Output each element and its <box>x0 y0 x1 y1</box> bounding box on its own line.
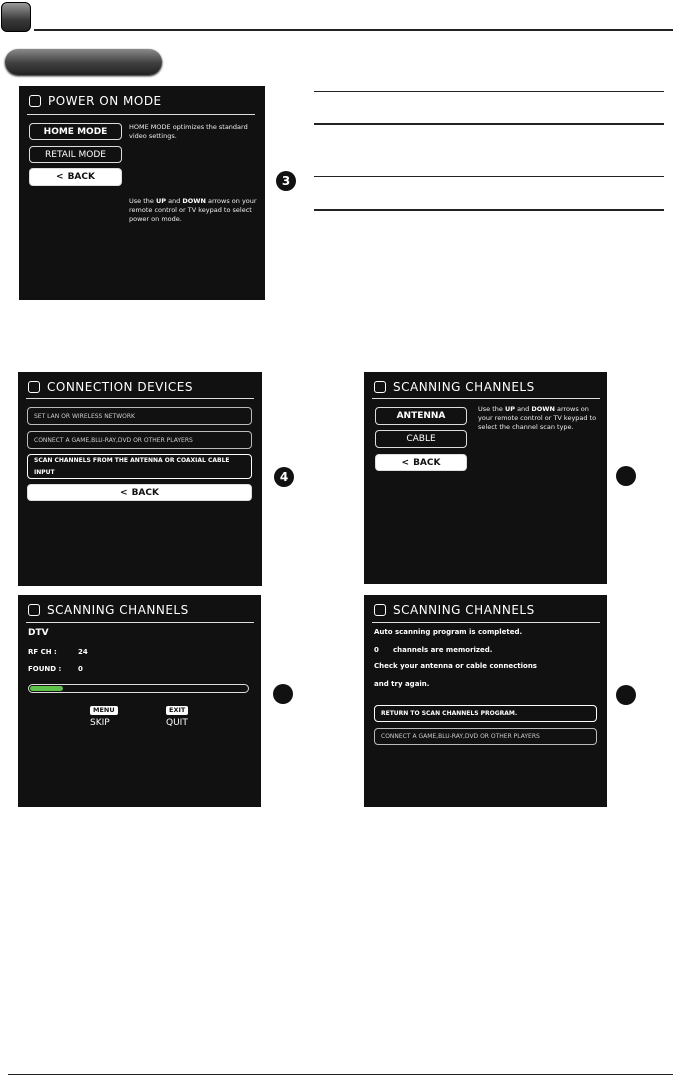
step-marker <box>273 684 293 704</box>
home-mode-description: HOME MODE optimizes the standard video settings. <box>129 123 248 140</box>
return-to-scan-button[interactable]: RETURN TO SCAN CHANNELS PROGRAM. <box>374 705 597 722</box>
back-label: BACK <box>67 172 95 182</box>
checkbox-icon <box>29 95 41 107</box>
exit-key[interactable]: EXIT <box>166 706 188 715</box>
scan-progress-panel <box>18 595 261 807</box>
checkbox-icon <box>374 604 386 616</box>
completed-message: Auto scanning program is completed. <box>374 628 523 636</box>
panel-title <box>28 603 189 617</box>
back-button[interactable] <box>27 484 252 501</box>
step-marker <box>616 466 636 486</box>
checkbox-icon <box>28 381 40 393</box>
rule-4 <box>314 209 664 211</box>
step-4-marker: 4 <box>274 467 294 487</box>
chevron-left-icon: < <box>56 172 64 182</box>
header-rule <box>34 29 673 31</box>
lan-network-option[interactable]: SET LAN OR WIRELESS NETWORK <box>27 407 252 425</box>
back-button[interactable] <box>29 168 122 186</box>
check-connections-message: Check your antenna or cable connections <box>374 662 537 670</box>
signal-mode: DTV <box>28 628 49 638</box>
step-3-marker: 3 <box>276 171 296 191</box>
panel-title-text: POWER ON MODE <box>48 94 162 108</box>
antenna-button[interactable]: ANTENNA <box>375 407 467 425</box>
rule-3 <box>314 176 664 177</box>
title-rule <box>372 622 600 623</box>
step-marker <box>616 685 636 705</box>
back-label: BACK <box>131 487 159 498</box>
home-mode-button[interactable]: HOME MODE <box>29 123 122 140</box>
header-tab-icon <box>1 2 31 32</box>
chevron-left-icon: < <box>401 457 410 468</box>
channel-count: 0 <box>374 646 379 654</box>
menu-key[interactable]: MENU <box>90 706 118 715</box>
power-on-mode-panel <box>19 86 265 300</box>
rf-channel-label: RF CH : <box>28 648 57 656</box>
retail-mode-button[interactable]: RETAIL MODE <box>29 146 122 163</box>
back-label: BACK <box>413 457 441 468</box>
progress-bar <box>28 684 249 693</box>
section-pill <box>5 49 162 75</box>
cable-button[interactable]: CABLE <box>375 430 467 448</box>
connect-game-option[interactable]: CONNECT A GAME,BLU-RAY,DVD OR OTHER PLAYERS <box>27 431 252 449</box>
panel-title-text: SCANNING CHANNELS <box>393 603 535 617</box>
found-label: FOUND : <box>28 665 62 673</box>
scan-channels-option[interactable]: SCAN CHANNELS FROM THE ANTENNA OR COAXIAL CABLE INPUT <box>27 454 252 479</box>
footer-rule <box>8 1074 673 1075</box>
panel-title <box>29 94 162 108</box>
checkbox-icon <box>374 381 386 393</box>
back-button[interactable] <box>375 454 467 471</box>
rule-2 <box>314 123 664 125</box>
try-again-message: and try again. <box>374 680 430 688</box>
scan-type-panel <box>364 372 607 584</box>
panel-title <box>28 380 193 394</box>
panel-title-text: SCANNING CHANNELS <box>393 380 535 394</box>
title-rule <box>372 398 600 399</box>
title-rule <box>27 114 255 115</box>
panel-title-text: SCANNING CHANNELS <box>47 603 189 617</box>
scan-complete-panel <box>364 595 607 807</box>
help-text: Use the UP and DOWN arrows on your remote control or TV keypad to select power on mode. <box>129 197 257 223</box>
title-rule <box>26 398 254 399</box>
help-text: Use the UP and DOWN arrows on your remote control or TV keypad to select the channel scan type. <box>478 405 597 431</box>
rf-channel-value: 24 <box>78 648 88 656</box>
quit-label: QUIT <box>166 718 188 728</box>
title-rule <box>26 622 254 623</box>
skip-label: SKIP <box>90 718 110 728</box>
memorized-message: channels are memorized. <box>393 646 493 654</box>
checkbox-icon <box>28 604 40 616</box>
panel-title <box>374 603 535 617</box>
found-value: 0 <box>78 665 83 673</box>
chevron-left-icon: < <box>120 487 128 498</box>
connection-devices-panel <box>18 372 262 586</box>
rule-1 <box>314 91 664 92</box>
progress-fill <box>30 686 63 691</box>
connect-game-button[interactable]: CONNECT A GAME,BLU-RAY,DVD OR OTHER PLAYERS <box>374 728 597 745</box>
panel-title <box>374 380 535 394</box>
panel-title-text: CONNECTION DEVICES <box>47 380 193 394</box>
